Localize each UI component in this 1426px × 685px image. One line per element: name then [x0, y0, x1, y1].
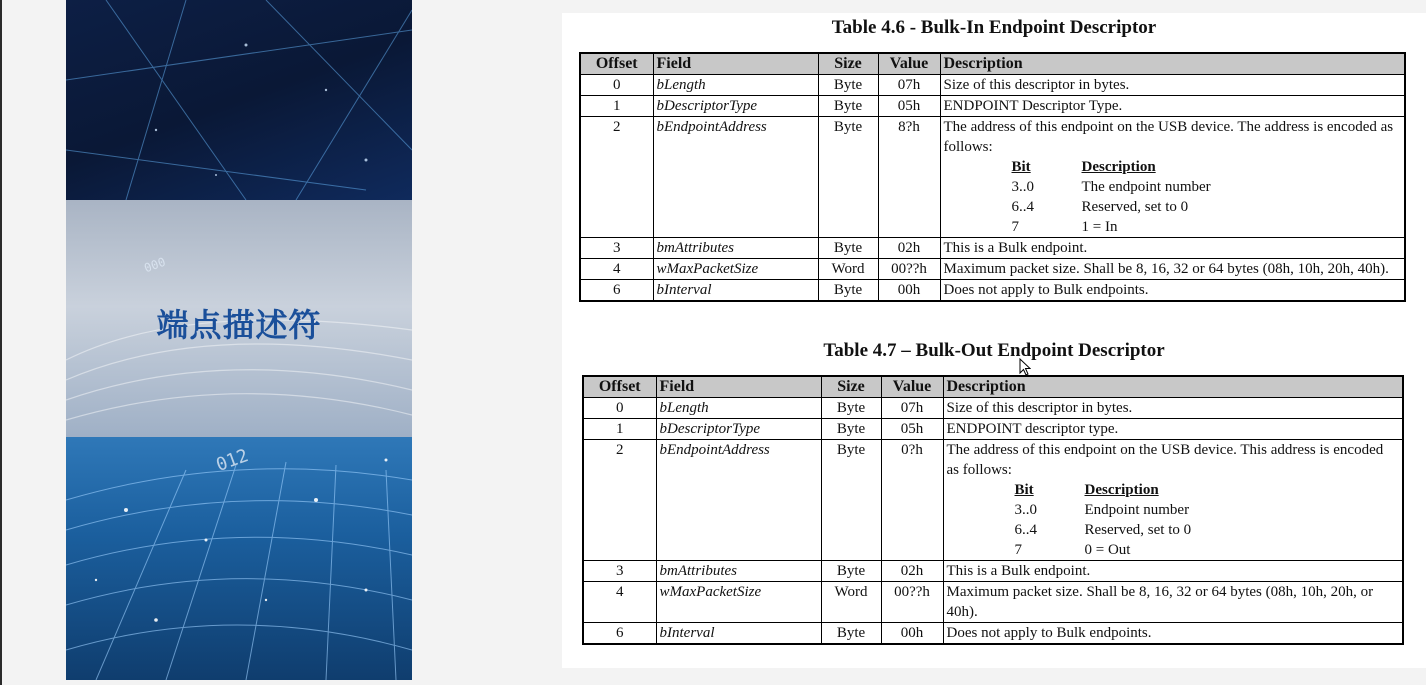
- col-header-size: Size: [818, 53, 878, 75]
- cell-size: Byte: [821, 561, 881, 582]
- cell-size: Byte: [818, 280, 878, 302]
- bit-description-header: Description: [1081, 159, 1156, 175]
- arrow-cursor-icon: [1019, 358, 1031, 376]
- cell-size: Byte: [818, 238, 878, 259]
- table-row: [583, 561, 1403, 582]
- table-header-row: [580, 53, 1405, 75]
- bulk-out-descriptor-table: [582, 375, 1404, 645]
- cell-field: bEndpointAddress: [656, 440, 821, 561]
- cell-description: Size of this descriptor in bytes.: [940, 75, 1405, 96]
- cell-size: Byte: [818, 75, 878, 96]
- bit-meaning: The endpoint number: [1081, 179, 1211, 195]
- col-header-description: Description: [940, 53, 1405, 75]
- cell-offset: 1: [580, 96, 653, 117]
- cell-value: 02h: [878, 238, 940, 259]
- cell-value: 07h: [878, 75, 940, 96]
- table-row: [580, 75, 1405, 96]
- cell-offset: 1: [583, 419, 656, 440]
- cell-offset: 0: [580, 75, 653, 96]
- col-header-offset: Offset: [580, 53, 653, 75]
- cell-description: ENDPOINT descriptor type.: [943, 419, 1403, 440]
- bit-range: 6..4: [1014, 522, 1037, 538]
- cell-description: Maximum packet size. Shall be 8, 16, 32 or 64 bytes (08h, 10h, 20h, or 40h).: [943, 582, 1403, 623]
- col-header-value: Value: [878, 53, 940, 75]
- cell-offset: 2: [583, 440, 656, 561]
- slide-title: 端点描述符: [156, 306, 322, 344]
- cell-value: 00??h: [881, 582, 943, 623]
- cell-description-address: [940, 117, 1405, 238]
- bit-field-row: [1015, 540, 1275, 560]
- table-row: [583, 440, 1403, 561]
- cell-value: 02h: [881, 561, 943, 582]
- col-header-field: Field: [656, 376, 821, 398]
- col-header-field: Field: [653, 53, 818, 75]
- bulk-in-descriptor-table: [579, 52, 1406, 302]
- cell-field: bDescriptorType: [653, 96, 818, 117]
- cell-offset: 4: [583, 582, 656, 623]
- bit-field-row: [1015, 520, 1275, 540]
- bit-description-header: Description: [1084, 482, 1159, 498]
- bit-meaning: 0 = Out: [1084, 542, 1131, 558]
- cell-field: bmAttributes: [656, 561, 821, 582]
- bit-field-row: [1015, 500, 1275, 520]
- cell-size: Word: [818, 259, 878, 280]
- bit-field-row: [1012, 217, 1272, 237]
- cell-offset: 3: [583, 561, 656, 582]
- cell-field: bLength: [656, 398, 821, 419]
- cell-field: bLength: [653, 75, 818, 96]
- cell-size: Byte: [821, 440, 881, 561]
- table-row: [583, 398, 1403, 419]
- cell-field: bmAttributes: [653, 238, 818, 259]
- deco-digits-bottom: 012: [213, 445, 252, 476]
- window-left-border: [0, 0, 2, 685]
- table-row: [580, 238, 1405, 259]
- cell-size: Byte: [821, 419, 881, 440]
- cell-value: 00??h: [878, 259, 940, 280]
- table-caption-bulk-in: Table 4.6 - Bulk-In Endpoint Descriptor: [831, 17, 1157, 38]
- cell-offset: 4: [580, 259, 653, 280]
- table-row: [583, 419, 1403, 440]
- bit-range: 3..0: [1014, 502, 1037, 518]
- bit-meaning: Reserved, set to 0: [1081, 199, 1189, 215]
- cell-offset: 0: [583, 398, 656, 419]
- col-header-description: Description: [943, 376, 1403, 398]
- cell-field: wMaxPacketSize: [656, 582, 821, 623]
- bit-range: 6..4: [1011, 199, 1034, 215]
- deco-digits-top: 000: [142, 254, 168, 276]
- cell-field: bEndpointAddress: [653, 117, 818, 238]
- cell-size: Word: [821, 582, 881, 623]
- address-description-text: The address of this endpoint on the USB device. This address is encoded as follows:: [946, 442, 1384, 478]
- bit-field-row: [1012, 177, 1272, 197]
- cell-description: This is a Bulk endpoint.: [940, 238, 1405, 259]
- cell-value: 07h: [881, 398, 943, 419]
- bit-meaning: 1 = In: [1081, 219, 1118, 235]
- cell-field: wMaxPacketSize: [653, 259, 818, 280]
- cell-value: 00h: [878, 280, 940, 302]
- table-row: [580, 117, 1405, 238]
- bit-meaning: Reserved, set to 0: [1084, 522, 1192, 538]
- cell-value: 0?h: [881, 440, 943, 561]
- cell-description: ENDPOINT Descriptor Type.: [940, 96, 1405, 117]
- table-caption-bulk-out: Table 4.7 – Bulk-Out Endpoint Descriptor: [823, 340, 1165, 361]
- cell-description: Size of this descriptor in bytes.: [943, 398, 1403, 419]
- bit-field-header: [1015, 480, 1275, 500]
- table-row: [583, 582, 1403, 623]
- cell-size: Byte: [821, 398, 881, 419]
- cell-size: Byte: [818, 117, 878, 238]
- bit-field-row: [1012, 197, 1272, 217]
- cell-offset: 6: [580, 280, 653, 302]
- table-header-row: [583, 376, 1403, 398]
- cell-size: Byte: [821, 623, 881, 645]
- bit-header: Bit: [1014, 482, 1034, 498]
- table-row: [583, 623, 1403, 645]
- bit-meaning: Endpoint number: [1084, 502, 1190, 518]
- cell-offset: 3: [580, 238, 653, 259]
- bit-field-header: [1012, 157, 1272, 177]
- cell-size: Byte: [818, 96, 878, 117]
- bit-range: 7: [1011, 219, 1019, 235]
- cell-value: 05h: [881, 419, 943, 440]
- bit-field-list: [1015, 480, 1275, 560]
- slide-decoration-panel: [66, 0, 412, 680]
- cell-field: bDescriptorType: [656, 419, 821, 440]
- col-header-size: Size: [821, 376, 881, 398]
- table-row: [580, 280, 1405, 302]
- bit-field-list: [1012, 157, 1272, 237]
- bit-range: 3..0: [1011, 179, 1034, 195]
- col-header-value: Value: [881, 376, 943, 398]
- cell-description: This is a Bulk endpoint.: [943, 561, 1403, 582]
- cell-field: bInterval: [653, 280, 818, 302]
- cell-offset: 6: [583, 623, 656, 645]
- cell-description: Maximum packet size. Shall be 8, 16, 32 or 64 bytes (08h, 10h, 20h, 40h).: [940, 259, 1405, 280]
- cell-offset: 2: [580, 117, 653, 238]
- cell-value: 05h: [878, 96, 940, 117]
- bit-range: 7: [1014, 542, 1022, 558]
- cell-value: 00h: [881, 623, 943, 645]
- document-page: [562, 13, 1426, 668]
- col-header-offset: Offset: [583, 376, 656, 398]
- table-row: [580, 259, 1405, 280]
- cell-value: 8?h: [878, 117, 940, 238]
- address-description-text: The address of this endpoint on the USB device. The address is encoded as follows:: [943, 119, 1394, 155]
- table-row: [580, 96, 1405, 117]
- cell-description: Does not apply to Bulk endpoints.: [943, 623, 1403, 645]
- cell-description-address: [943, 440, 1403, 561]
- cell-description: Does not apply to Bulk endpoints.: [940, 280, 1405, 302]
- bit-header: Bit: [1011, 159, 1031, 175]
- cell-field: bInterval: [656, 623, 821, 645]
